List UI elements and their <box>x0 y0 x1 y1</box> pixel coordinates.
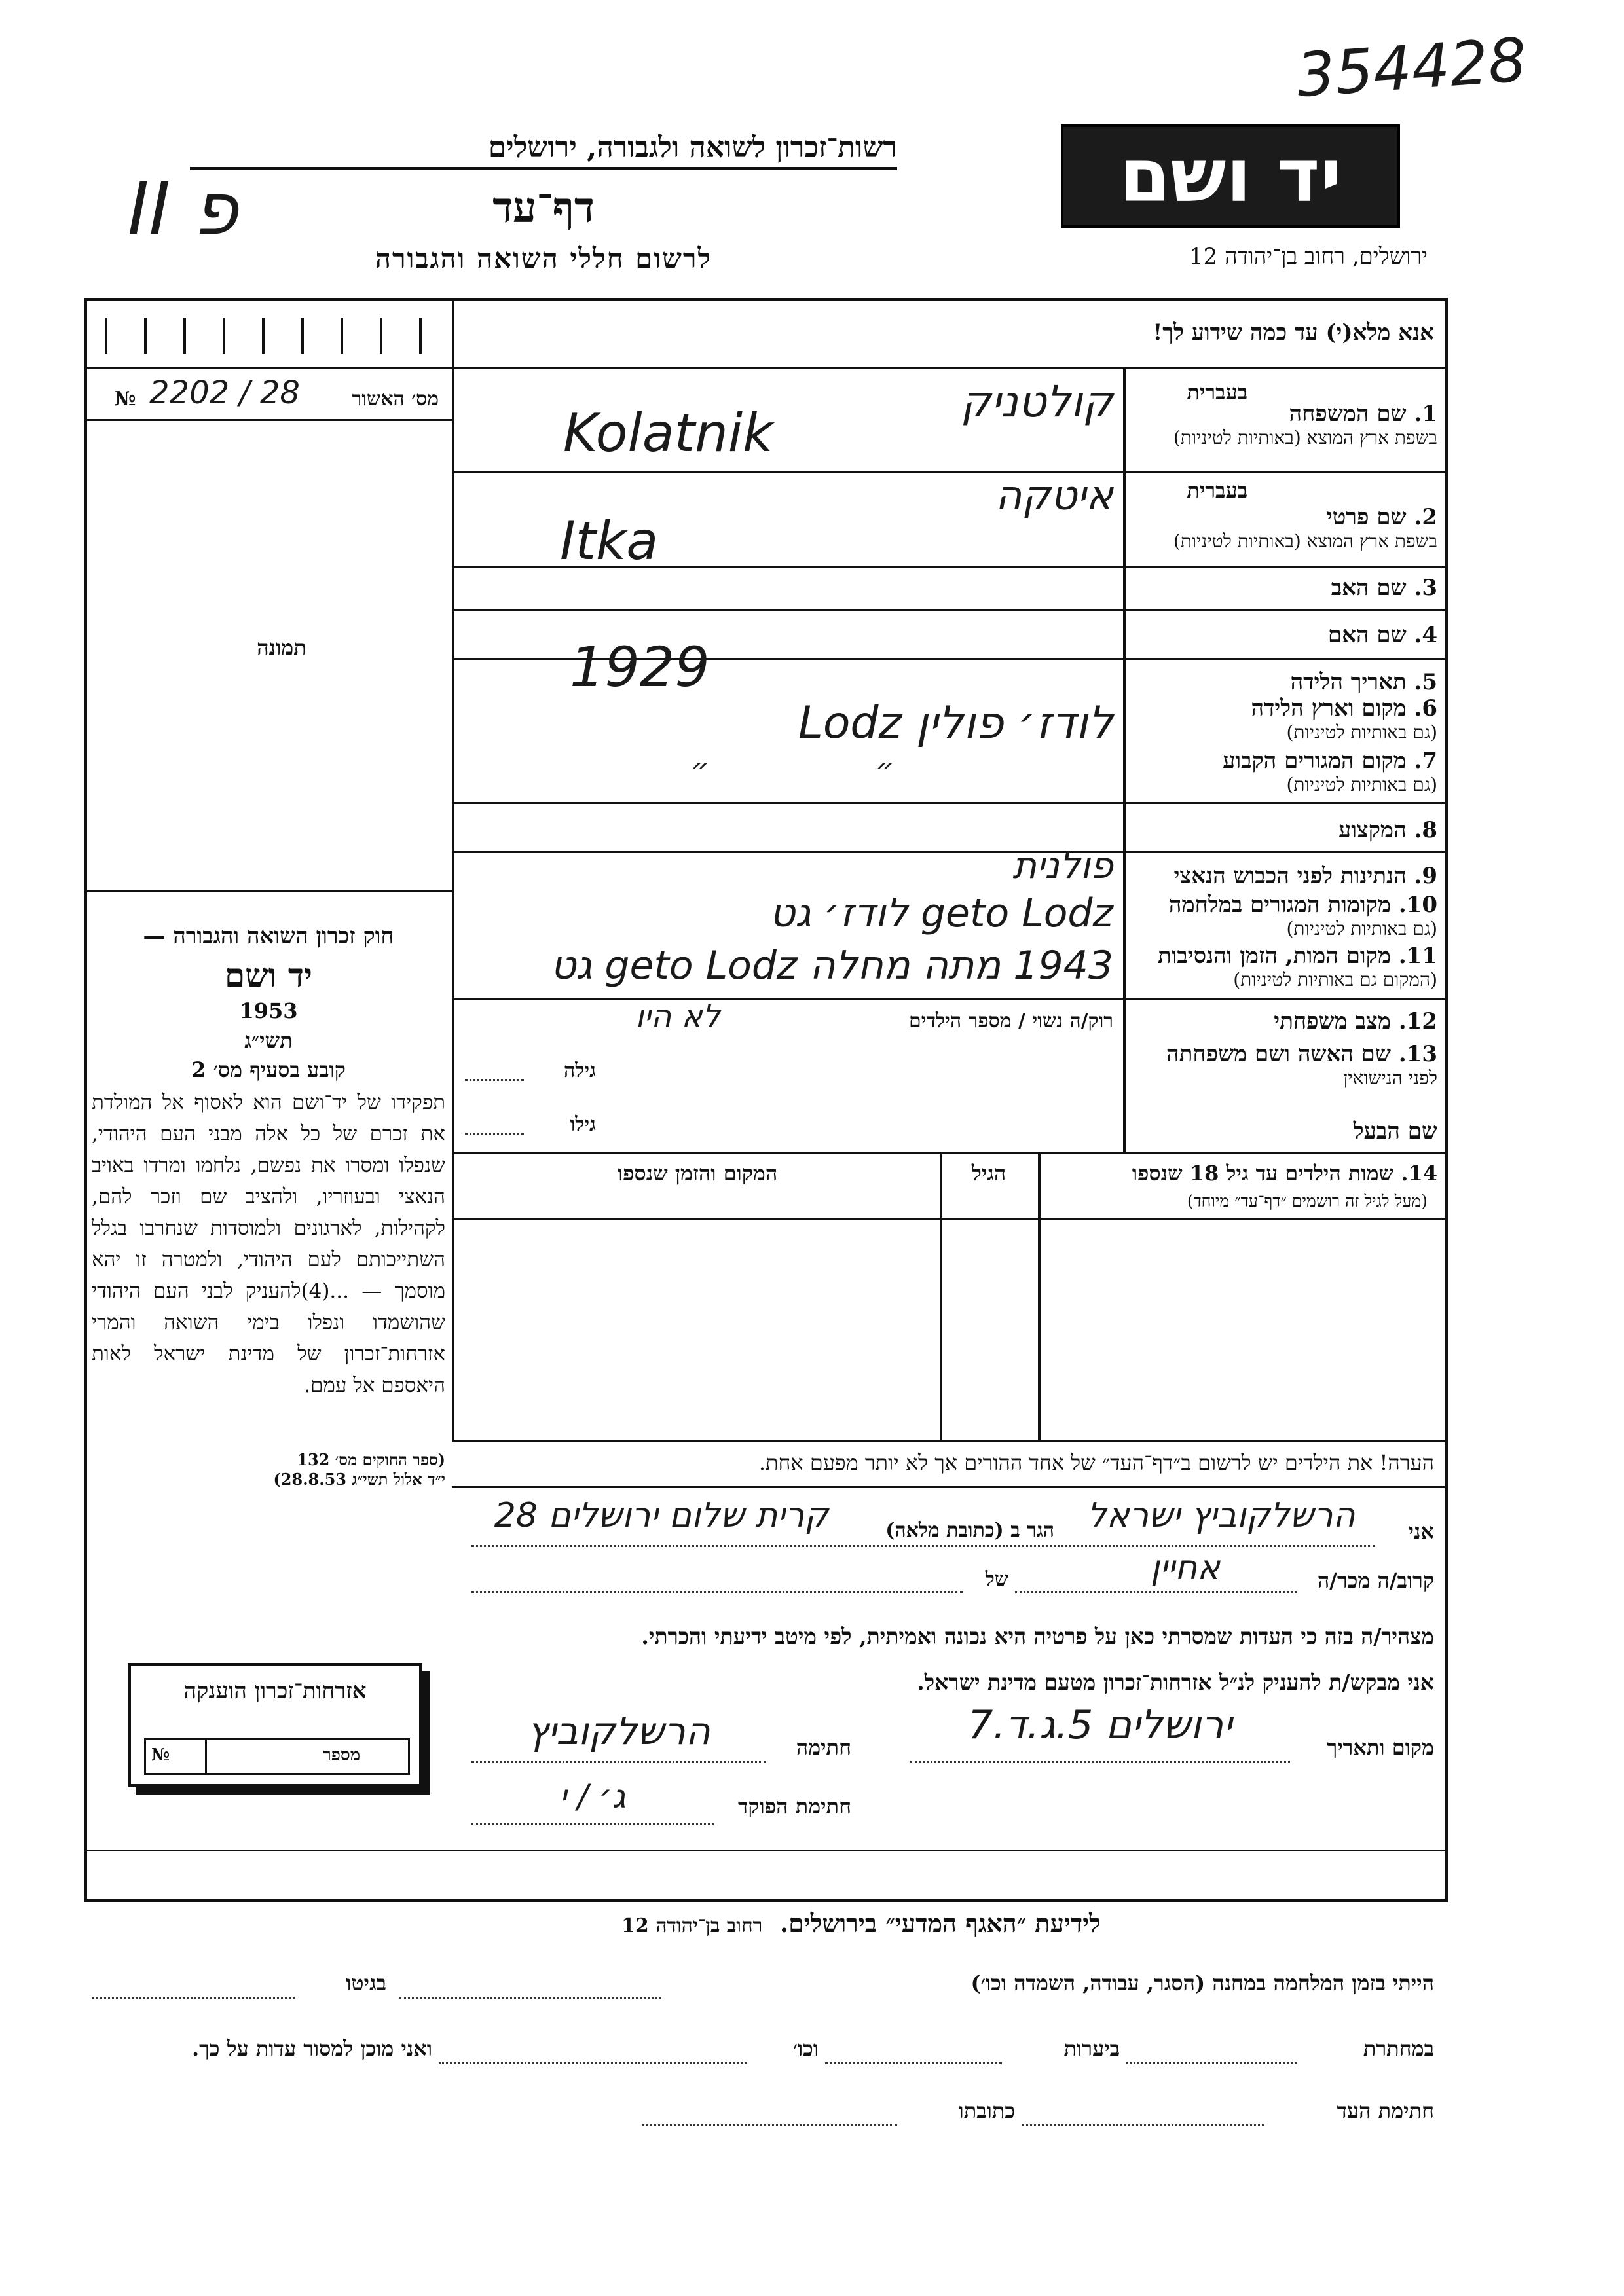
family-status-options: רוק/ה נשוי / מספר הילדים <box>908 1010 1113 1032</box>
declarant-address: קרית שלום ירושלים 28 <box>494 1496 829 1535</box>
birth-year: 1929 <box>570 635 710 699</box>
bottom-willing-text: ואני מוכן למסור עדות על כך. <box>191 2036 432 2061</box>
request-text: אני מבקש/ת להעניק לנ״ל אזרחות־זכרון מטעם מדינת ישראל. <box>917 1669 1434 1695</box>
law-citation-date: י״ד אלול תשי״ג 28.8.53) <box>273 1470 445 1489</box>
field-1-lang: בעברית <box>1187 380 1247 405</box>
field-9-label: 9. הנתינות לפני הכבוש הנאצי <box>1173 863 1437 889</box>
law-name: יד ושם <box>225 956 312 994</box>
yad-vashem-logo <box>1061 124 1400 228</box>
field-3-label: 3. שם האב <box>1331 575 1437 601</box>
declarant-residing-label: הגר ב (כתובת מלאה) <box>885 1519 1054 1542</box>
surname-hebrew: קולטניק <box>960 376 1113 427</box>
bottom-address-label: כתובתו <box>958 2098 1015 2123</box>
field-8-label: 8. המקצוע <box>1338 817 1437 843</box>
law-citation: (ספר החוקים מס׳ 132 <box>297 1450 445 1469</box>
signature-label: חתימה <box>796 1735 851 1760</box>
citizenship-prefix: № <box>151 1745 170 1765</box>
citizenship-title: אזרחות־זכרון הוענקה <box>183 1678 367 1704</box>
form-title: דף־עד <box>492 183 595 232</box>
firstname-latin: Itka <box>560 511 659 572</box>
field-1-label: 1. שם המשפחה בשפת ארץ המוצא (באותיות לטיניות) <box>1173 401 1437 448</box>
bottom-underground-label: במחתרת <box>1363 2036 1434 2061</box>
law-year: 1953 <box>239 998 298 1023</box>
children-place-header: המקום והזמן שנספו <box>617 1161 778 1186</box>
field-11-label: 11. מקום המות, הזמן והנסיבות (המקום גם באותיות לטיניות) <box>1157 943 1437 991</box>
wife-age-label: גילה <box>563 1059 596 1082</box>
of-label: של <box>985 1568 1008 1591</box>
bottom-heading: לידיעת ״האגף המדעי״ בירושלים. רחוב בן־יהודה 12 <box>621 1908 1101 1938</box>
signature-value: הרשלקוביץ <box>527 1709 710 1753</box>
law-year-hebrew: תשי״ג <box>244 1028 293 1053</box>
husband-age-label: גילו <box>570 1113 596 1136</box>
field-10-label: 10. מקומות המגורים במלחמה (גם באותיות לטיניות) <box>1168 892 1437 939</box>
approval-number: 2202 / 28 <box>149 374 300 411</box>
header-address: ירושלים, רחוב בן־יהודה 12 <box>1189 244 1428 270</box>
law-title: חוק זכרון השואה והגבורה — <box>143 923 394 949</box>
relation-value: אחיין <box>1150 1548 1221 1588</box>
declaration-text: מצהיר/ה בזה כי העדות שמסרתי כאן על פרטיה היא נכונה ואמיתית, לפי מיטב ידיעתי והכרתי. <box>641 1624 1434 1649</box>
approval-boxes <box>105 318 439 354</box>
law-section: קובע בסעיף מס׳ 2 <box>191 1057 346 1082</box>
approval-label: מס׳ האשור <box>352 388 439 410</box>
death-details-value: 1943 מתה מחלה geto Lodz גט <box>550 943 1113 989</box>
nationality-value: פולנית <box>1012 845 1113 887</box>
wartime-residence-value: geto Lodz לודז׳ גט <box>769 890 1113 936</box>
children-label: 14. שמות הילדים עד גיל 18 שנספו <box>1132 1161 1437 1186</box>
authority-name: רשות־זכרון לשואה ולגבורה, ירושלים <box>190 131 897 170</box>
instruction-text: אנא מלא(י) עד כמה שידוע לך! <box>1153 319 1434 346</box>
officer-signature: ג׳ / י <box>559 1777 626 1815</box>
place-date-value: ירושלים 5.ג.ד.7 <box>968 1702 1232 1748</box>
residence-value: ״ ״ <box>690 753 895 786</box>
citizenship-box <box>128 1663 422 1787</box>
field-2-label: 2. שם פרטי בשפת ארץ המוצא (באותיות לטיניות) <box>1173 504 1437 552</box>
citizenship-number-label: מספר <box>323 1745 361 1765</box>
place-date-label: מקום ותאריך <box>1327 1735 1434 1760</box>
firstname-hebrew: איטקה <box>995 471 1113 519</box>
bottom-forests-label: ביערות <box>1063 2036 1120 2061</box>
children-count-value: לא היו <box>635 998 720 1035</box>
field-5-label: 5. תאריך הלידה <box>1290 669 1437 695</box>
declarant-i-label: אני <box>1408 1519 1434 1544</box>
field-7-label: 7. מקום המגורים הקבוע (גם באותיות לטיניות) <box>1223 748 1437 795</box>
logo-text: יד ושם <box>1119 134 1342 219</box>
field-6-label: 6. מקום וארץ הלידה (גם באותיות לטיניות) <box>1251 695 1437 743</box>
bottom-ghetto-label: בגיטו <box>346 1971 386 1995</box>
note-text: הערה! את הילדים יש לרשום ב״דף־העד״ של אחד ההורים אך לא יותר מפעם אחת. <box>758 1450 1434 1475</box>
children-hint: (מעל לגיל זה רושמים ״דף־עד״ מיוחד) <box>1187 1192 1428 1211</box>
declarant-name: הרשלקוביץ ישראל <box>1087 1496 1356 1535</box>
relative-label: קרוב/ה מכר/ה <box>1317 1568 1434 1593</box>
field-2-lang: בעברית <box>1187 478 1247 503</box>
bottom-etc-label: וכו׳ <box>792 2036 819 2061</box>
law-text: תפקידו של יד־ושם הוא לאסוף אל המולדת את זכרם של כל אלה מבני העם היהודי, שנפלו ומסרו את נפשם, נלחמו ומרדו באויב הנאצי ובעוזריו, ולהציב שם וזכר להם, לקהילות, לארגונים ולמוסדות שנחרבו בגלל השתייכותם לעם היהודי, ולמטרה זו יהא מוסמך — ...(4)להעניק לבני העם היהודי שהושמדו ונפלו בימי השואה והמרי אזרחות־זכרון של מדינת ישראל לאות היאספם אל עמם. <box>92 1091 445 1397</box>
birthplace-value: לודז׳ פולין Lodz <box>798 697 1113 749</box>
approval-prefix: № <box>115 388 136 410</box>
bottom-line-1: הייתי בזמן המלחמה במחנה (הסגר, עבודה, השמדה וכו׳) <box>970 1971 1434 1995</box>
officer-label: חתימת הפוקד <box>738 1794 851 1819</box>
husband-label: שם הבעל <box>1353 1118 1437 1144</box>
children-age-header: הגיל <box>971 1161 1006 1186</box>
form-subtitle: לרשום חללי השואה והגבורה <box>375 242 712 274</box>
archive-number: 354428 <box>1294 24 1529 111</box>
field-12-label: 12. מצב משפחתי <box>1274 1008 1437 1034</box>
field-13-label: 13. שם האשה ושם משפחתה לפני הנישואין <box>1166 1041 1437 1089</box>
bottom-witness-signature-label: חתימת העד <box>1337 2098 1434 2123</box>
surname-latin: Kolatnik <box>563 403 773 464</box>
photo-label: תמונה <box>257 635 306 660</box>
field-4-label: 4. שם האם <box>1327 622 1437 648</box>
corner-mark: II פ <box>128 167 238 251</box>
